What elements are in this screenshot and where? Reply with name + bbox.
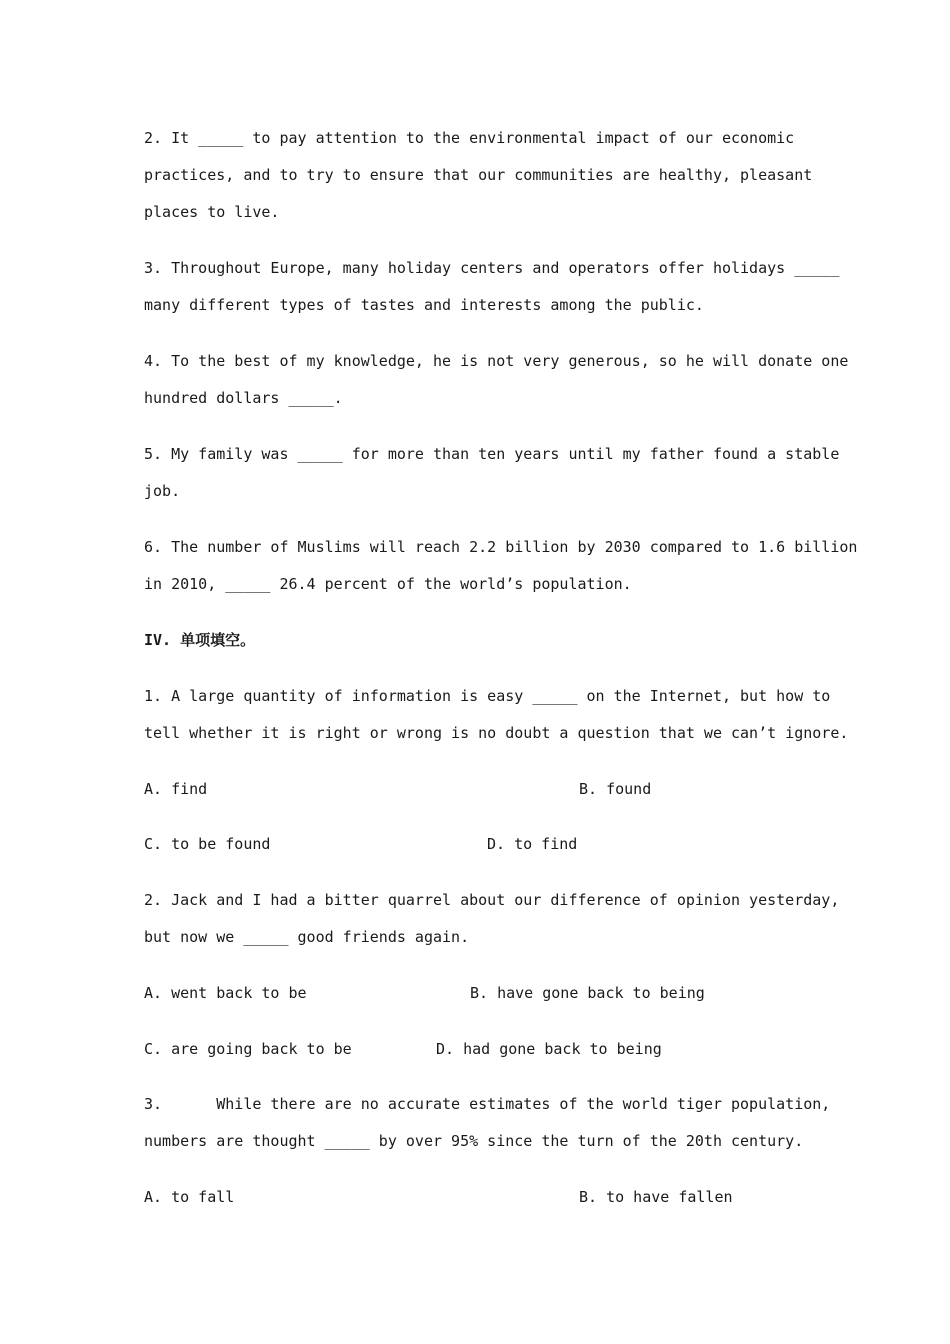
mc-question-3-option-b: B. to have fallen (579, 1188, 733, 1206)
question-2-line-3: places to live. (144, 203, 280, 221)
mc-question-2-option-b: B. have gone back to being (470, 984, 705, 1002)
mc-question-1-option-d: D. to find (487, 835, 578, 853)
mc-question-3-line-2: numbers are thought _____ by over 95% since the turn of the 20th century. (144, 1132, 804, 1150)
mc-question-2-option-d: D. had gone back to being (436, 1040, 662, 1058)
mc-question-1-line-2: tell whether it is right or wrong is no doubt a question that we can’t ignore. (144, 724, 849, 742)
question-6-line-2: in 2010, _____ 26.4 percent of the world’s population. (144, 575, 632, 593)
question-2-line-1: 2. It _____ to pay attention to the environmental impact of our economic (144, 129, 795, 147)
mc-question-2-line-1: 2. Jack and I had a bitter quarrel about our difference of opinion yesterday, (144, 891, 840, 909)
question-2-line-2: practices, and to try to ensure that our communities are healthy, pleasant (144, 166, 813, 184)
mc-question-1-option-c: C. to be found (144, 835, 271, 853)
question-6-line-1: 6. The number of Muslims will reach 2.2 billion by 2030 compared to 1.6 billion (144, 538, 858, 556)
mc-question-1-line-1: 1. A large quantity of information is easy _____ on the Internet, but how to (144, 687, 831, 705)
question-3-line-1: 3. Throughout Europe, many holiday centers and operators offer holidays _____ (144, 259, 840, 277)
mc-question-2-line-2: but now we _____ good friends again. (144, 928, 470, 946)
mc-question-1-option-b: B. found (579, 780, 652, 798)
question-5-line-2: job. (144, 482, 181, 500)
question-4-line-2: hundred dollars _____. (144, 389, 343, 407)
question-5-line-1: 5. My family was _____ for more than ten years until my father found a stable (144, 445, 840, 463)
section-iv-heading: IV. 单项填空。 (144, 631, 256, 649)
mc-question-1-option-a: A. find (144, 780, 208, 798)
mc-question-3-line-1: 3. While there are no accurate estimates of the world tiger population, (144, 1095, 831, 1113)
mc-question-2-option-c: C. are going back to be (144, 1040, 352, 1058)
question-3-line-2: many different types of tastes and interests among the public. (144, 296, 704, 314)
mc-question-2-option-a: A. went back to be (144, 984, 307, 1002)
question-4-line-1: 4. To the best of my knowledge, he is not very generous, so he will donate one (144, 352, 849, 370)
mc-question-3-option-a: A. to fall (144, 1188, 235, 1206)
